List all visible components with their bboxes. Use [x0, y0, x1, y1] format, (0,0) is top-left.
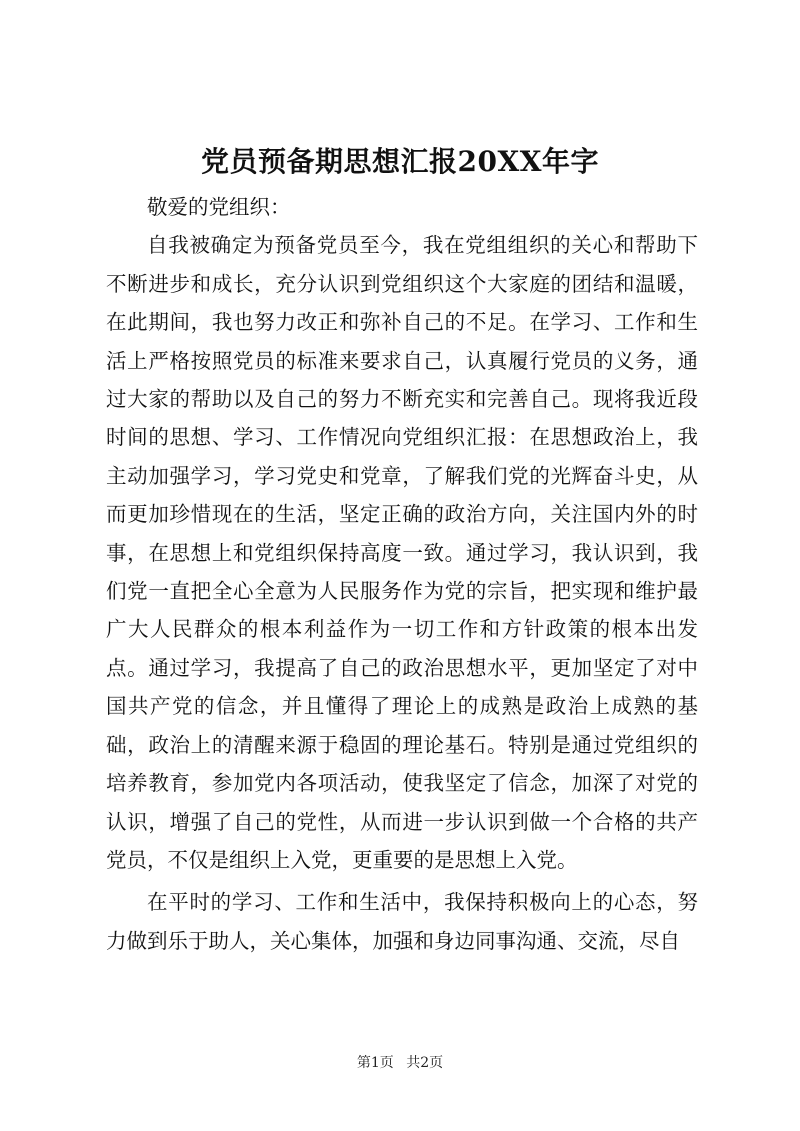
page-total: 共2页 [406, 1055, 444, 1071]
paragraph-2: 在平时的学习、工作和生活中，我保持积极向上的心态，努力做到乐于助人，关心集体，加强和身边同事沟通、交流，尽自 [106, 890, 698, 953]
page-number: 第1页 [356, 1055, 394, 1071]
salutation: 敬爱的党组织： [147, 195, 291, 219]
document-title: 党员预备期思想汇报20XX年字 [201, 145, 599, 178]
page-footer [0, 1052, 800, 1072]
document-body [106, 188, 698, 960]
paragraph-1: 自我被确定为预备党员至今，我在党组组织的关心和帮助下不断进步和成长，充分认识到党组织这个大家庭的团结和温暖，在此期间，我也努力改正和弥补自己的不足。在学习、工作和生活上严格按照党员的标准来要求自己，认真履行党员的义务，通过大家的帮助以及自己的努力不断充实和完善自己。现将我近段时间的思想、学习、工作情况向党组织汇报：在思想政治上，我主动加强学习，学习党史和党章，了解我们党的光辉奋斗史，从而更加珍惜现在的生活，坚定正确的政治方向，关注国内外的时事，在思想上和党组织保持高度一致。通过学习，我认识到，我们党一直把全心全意为人民服务作为党的宗旨，把实现和维护最广大人民群众的根本利益作为一切工作和方针政策的根本出发点。通过学习，我提高了自己的政治思想水平，更加坚定了对中国共产党的信念，并且懂得了理论上的成熟是政治上成熟的基础，政治上的清醒来源于稳固的理论基石。特别是通过党组织的培养教育，参加党内各项活动，使我坚定了信念，加深了对党的认识，增强了自己的党性，从而进一步认识到做一个合格的共产党员，不仅是组织上入党，更重要的是思想上入党。 [106, 233, 698, 872]
